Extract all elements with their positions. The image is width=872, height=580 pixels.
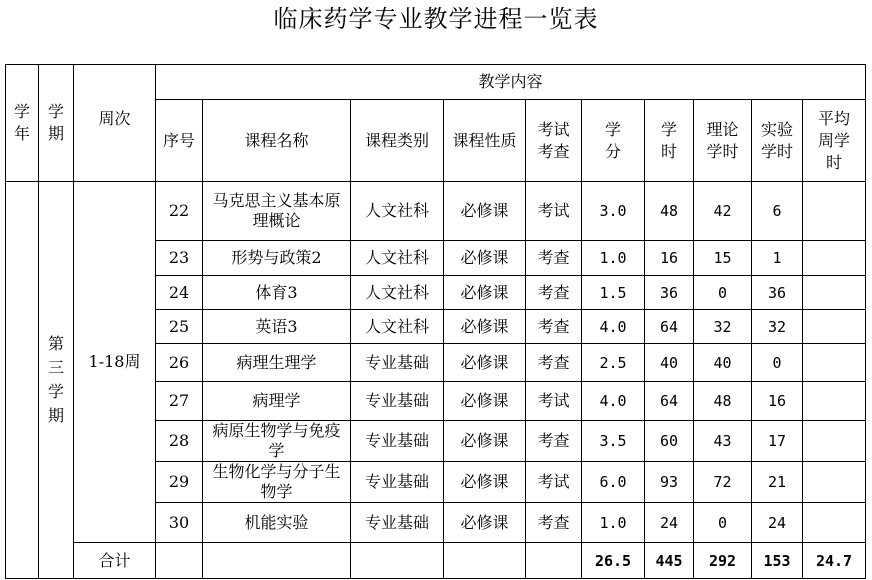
row-avg-weekly-hours [803,344,866,382]
row-index: 27 [156,382,203,421]
row-lab-hours: 24 [752,503,803,543]
header-semester-text: 学期 [47,102,64,143]
row-avg-weekly-hours [803,310,866,344]
col-hours-text: 学时 [660,119,677,161]
header-semester [39,65,74,182]
row-assessment: 考查 [526,310,582,344]
total-row [6,543,866,579]
row-theory-hours: 15 [694,241,752,276]
row-course-nature: 必修课 [444,382,526,421]
row-hours: 24 [645,503,694,543]
row-lab-hours: 17 [752,421,803,462]
row-credits: 1.0 [582,503,645,543]
header-row-top [6,65,866,100]
row-hours: 60 [645,421,694,462]
table-row [6,182,866,241]
row-lab-hours: 0 [752,344,803,382]
header-weeks [74,65,156,182]
row-index: 22 [156,182,203,241]
row-course-category: 专业基础 [351,503,444,543]
row-theory-hours: 42 [694,182,752,241]
row-avg-weekly-hours [803,182,866,241]
row-course-name: 病理生理学 [203,344,351,382]
row-index: 30 [156,503,203,543]
row-lab-hours: 6 [752,182,803,241]
header-content: 教学内容 [156,65,866,100]
row-avg-weekly-hours [803,241,866,276]
row-hours: 36 [645,276,694,310]
header-year-text: 学年 [13,102,30,143]
row-hours: 93 [645,462,694,503]
col-avg-weekly-hours-text: 平均周学时 [817,108,850,172]
col-course-category: 课程类别 [351,100,444,182]
row-course-name: 生物化学与分子生物学 [203,462,351,503]
col-avg-weekly-hours [803,100,866,182]
row-credits: 1.5 [582,276,645,310]
col-theory-hours-text: 理论学时 [706,119,739,161]
row-course-name: 机能实验 [203,503,351,543]
col-assessment-text: 考试考查 [537,119,570,161]
col-assessment [526,100,582,182]
header-weeks-text: 周次 [98,109,131,128]
row-lab-hours: 21 [752,462,803,503]
row-assessment: 考查 [526,276,582,310]
row-course-nature: 必修课 [444,241,526,276]
row-assessment: 考试 [526,462,582,503]
row-course-category: 专业基础 [351,421,444,462]
row-theory-hours: 32 [694,310,752,344]
row-course-category: 人文社科 [351,310,444,344]
total-label: 合计 [74,543,156,579]
row-index: 25 [156,310,203,344]
row-credits: 1.0 [582,241,645,276]
col-lab-hours-text: 实验学时 [760,119,793,161]
row-course-category: 专业基础 [351,382,444,421]
row-course-nature: 必修课 [444,310,526,344]
row-course-nature: 必修课 [444,421,526,462]
total-empty-category [351,543,444,579]
row-credits: 4.0 [582,382,645,421]
col-index: 序号 [156,100,203,182]
row-lab-hours: 16 [752,382,803,421]
row-avg-weekly-hours [803,503,866,543]
block-semester [39,182,74,579]
block-year [6,182,39,579]
block-semester-text: 第三学期 [47,334,64,425]
header-year [6,65,39,182]
total-empty-nature [444,543,526,579]
row-course-nature: 必修课 [444,276,526,310]
row-course-category: 人文社科 [351,182,444,241]
row-hours: 48 [645,182,694,241]
row-assessment: 考查 [526,344,582,382]
row-lab-hours: 36 [752,276,803,310]
block-weeks: 1-18周 [74,182,156,543]
col-course-nature: 课程性质 [444,100,526,182]
row-course-category: 人文社科 [351,241,444,276]
col-credits-text: 学分 [604,119,621,161]
row-course-category: 专业基础 [351,344,444,382]
row-credits: 6.0 [582,462,645,503]
row-course-nature: 必修课 [444,182,526,241]
teaching-schedule-table [5,64,866,579]
row-avg-weekly-hours [803,421,866,462]
row-theory-hours: 0 [694,503,752,543]
row-theory-hours: 40 [694,344,752,382]
row-assessment: 考查 [526,503,582,543]
row-credits: 3.5 [582,421,645,462]
total-avg-weekly-hours: 24.7 [803,543,866,579]
col-hours [645,100,694,182]
row-assessment: 考查 [526,421,582,462]
row-course-nature: 必修课 [444,462,526,503]
row-course-name: 体育3 [203,276,351,310]
row-avg-weekly-hours [803,462,866,503]
total-empty-name [203,543,351,579]
page-title: 临床药学专业教学进程一览表 [273,5,599,33]
row-course-nature: 必修课 [444,344,526,382]
row-hours: 40 [645,344,694,382]
row-assessment: 考试 [526,382,582,421]
row-course-name: 病理学 [203,382,351,421]
row-course-name: 病原生物学与免疫学 [203,421,351,462]
row-hours: 64 [645,382,694,421]
row-credits: 4.0 [582,310,645,344]
row-theory-hours: 48 [694,382,752,421]
row-index: 26 [156,344,203,382]
row-index: 23 [156,241,203,276]
col-course-name: 课程名称 [203,100,351,182]
row-hours: 16 [645,241,694,276]
total-theory-hours: 292 [694,543,752,579]
col-credits [582,100,645,182]
total-credits: 26.5 [582,543,645,579]
row-avg-weekly-hours [803,276,866,310]
total-empty-assessment [526,543,582,579]
row-course-nature: 必修课 [444,503,526,543]
row-assessment: 考查 [526,241,582,276]
total-empty-weeks [156,543,203,579]
col-theory-hours [694,100,752,182]
col-lab-hours [752,100,803,182]
row-hours: 64 [645,310,694,344]
total-lab-hours: 153 [752,543,803,579]
row-assessment: 考试 [526,182,582,241]
row-credits: 2.5 [582,344,645,382]
row-index: 29 [156,462,203,503]
row-lab-hours: 1 [752,241,803,276]
row-course-name: 形势与政策2 [203,241,351,276]
row-theory-hours: 0 [694,276,752,310]
total-hours: 445 [645,543,694,579]
row-index: 28 [156,421,203,462]
row-course-name: 英语3 [203,310,351,344]
row-course-name: 马克思主义基本原理概论 [203,182,351,241]
row-index: 24 [156,276,203,310]
row-course-category: 专业基础 [351,462,444,503]
row-course-category: 人文社科 [351,276,444,310]
row-avg-weekly-hours [803,382,866,421]
row-lab-hours: 32 [752,310,803,344]
row-theory-hours: 72 [694,462,752,503]
row-credits: 3.0 [582,182,645,241]
row-theory-hours: 43 [694,421,752,462]
